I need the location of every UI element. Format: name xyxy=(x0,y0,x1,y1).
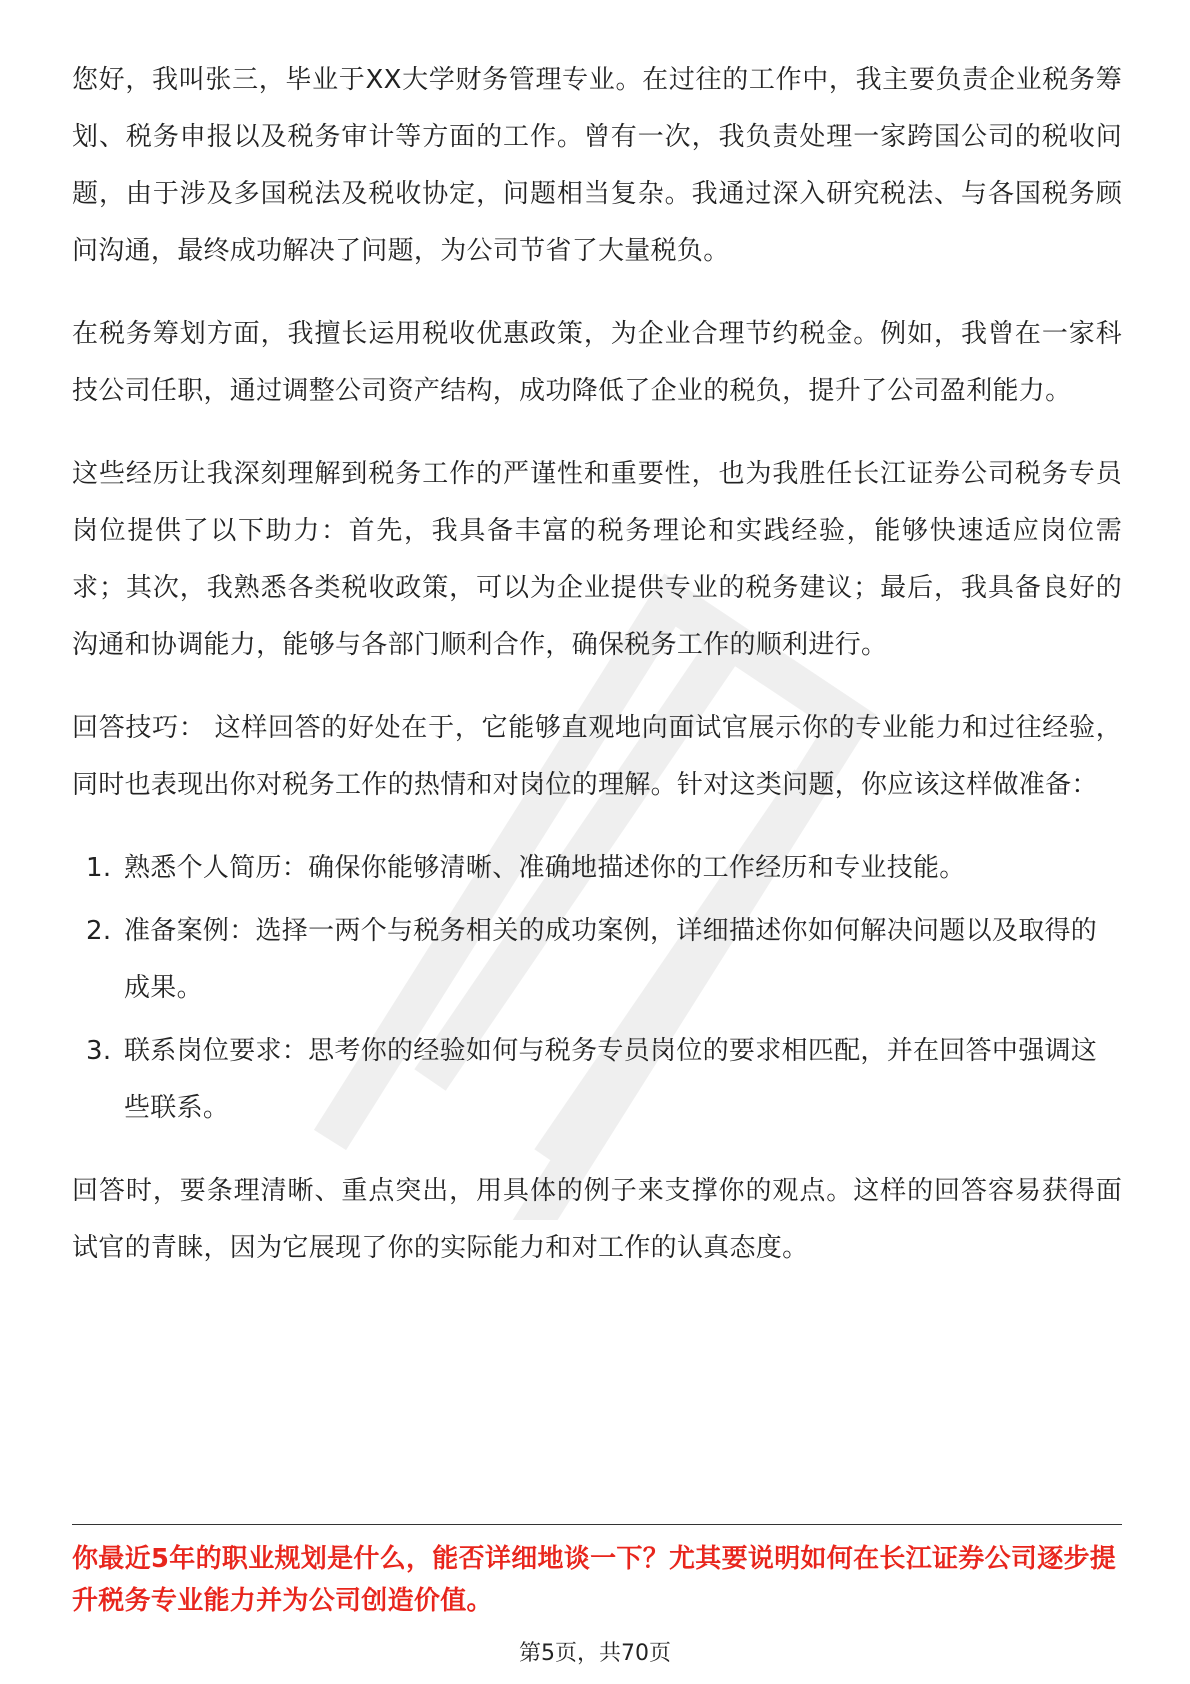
closing-paragraph: 回答时，要条理清晰、重点突出，用具体的例子来支撑你的观点。这样的回答容易获得面试官的青睐，因为它展现了你的实际能力和对工作的认真态度。 xyxy=(72,1176,1122,1263)
answer-tips-paragraph: 回答技巧： 这样回答的好处在于，它能够直观地向面试官展示你的专业能力和过往经验，同时也表现出你对税务工作的热情和对岗位的理解。针对这类问题，你应该这样做准备： xyxy=(72,713,1122,800)
document-body xyxy=(72,52,1122,1303)
next-question-heading: 你最近5年的职业规划是什么，能否详细地谈一下？尤其要说明如何在长江证券公司逐步提升税务专业能力并为公司创造价值。 xyxy=(72,1544,1117,1616)
list-number: 2. xyxy=(86,916,112,946)
list-item xyxy=(72,903,1122,1017)
list-item xyxy=(72,1023,1122,1137)
tax-planning-paragraph: 在税务筹划方面，我擅长运用税收优惠政策，为企业合理节约税金。例如，我曾在一家科技公司任职，通过调整公司资产结构，成功降低了企业的税负，提升了公司盈利能力。 xyxy=(72,319,1122,406)
preparation-list xyxy=(72,840,1122,1137)
intro-paragraph: 您好，我叫张三，毕业于XX大学财务管理专业。在过往的工作中，我主要负责企业税务筹划、税务申报以及税务审计等方面的工作。曾有一次，我负责处理一家跨国公司的税收问题，由于涉及多国税法及税收协定，问题相当复杂。我通过深入研究税法、与各国税务顾问沟通，最终成功解决了问题，为公司节省了大量税负。 xyxy=(72,65,1122,266)
page-number: 第5页，共70页 xyxy=(519,1641,671,1666)
section-divider xyxy=(72,1524,1122,1525)
list-item xyxy=(72,840,1122,897)
list-number: 3. xyxy=(86,1036,112,1066)
experience-paragraph: 这些经历让我深刻理解到税务工作的严谨性和重要性，也为我胜任长江证券公司税务专员岗位提供了以下助力：首先，我具备丰富的税务理论和实践经验，能够快速适应岗位需求；其次，我熟悉各类税收政策，可以为企业提供专业的税务建议；最后，我具备良好的沟通和协调能力，能够与各部门顺利合作，确保税务工作的顺利进行。 xyxy=(72,459,1122,660)
list-item-text: 准备案例：选择一两个与税务相关的成功案例，详细描述你如何解决问题以及取得的成果。 xyxy=(124,916,1098,1003)
list-number: 1. xyxy=(86,853,112,883)
list-item-text: 联系岗位要求：思考你的经验如何与税务专员岗位的要求相匹配，并在回答中强调这些联系。 xyxy=(124,1036,1098,1123)
list-item-text: 熟悉个人简历：确保你能够清晰、准确地描述你的工作经历和专业技能。 xyxy=(124,853,966,883)
